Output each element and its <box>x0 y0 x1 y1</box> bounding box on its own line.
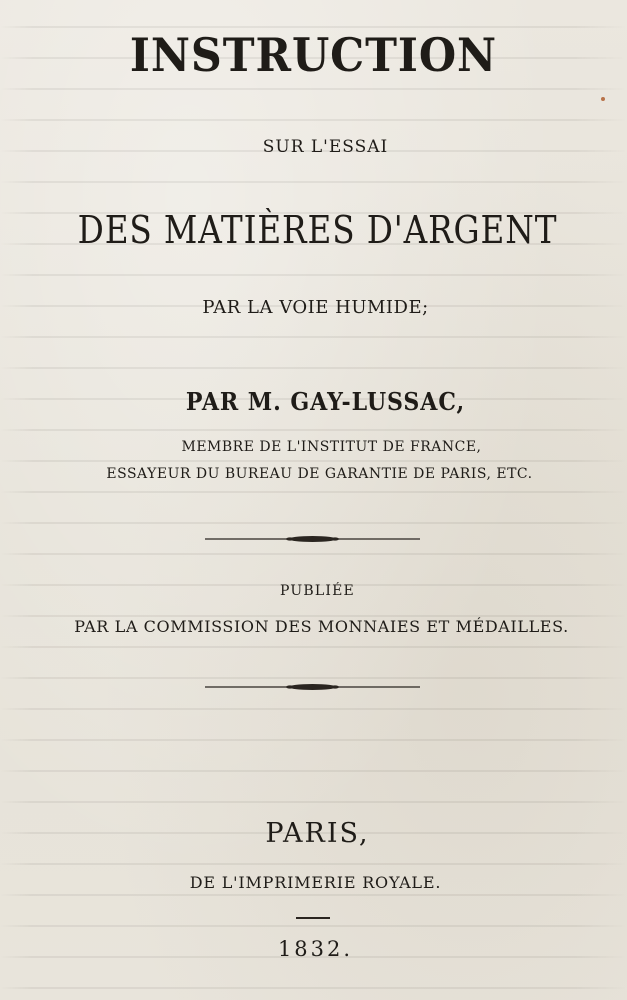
ornamental-rule-bottom <box>205 683 420 691</box>
book-title: INSTRUCTION <box>129 28 498 82</box>
published-label: PUBLIÉE <box>280 583 355 599</box>
publisher-body: PAR LA COMMISSION DES MONNAIES ET MÉDAILLES. <box>74 617 569 636</box>
author-line: PAR M. GAY-LUSSAC, <box>185 387 466 416</box>
author-affiliation-2: ESSAYEUR DU BUREAU DE GARANTIE DE PARIS, ETC. <box>106 466 533 482</box>
imprint-rule <box>296 917 330 919</box>
subtitle-small: SUR L'ESSAI <box>262 137 389 157</box>
imprint-year: 1832. <box>277 937 354 961</box>
subtitle-method: PAR LA VOIE HUMIDE; <box>202 297 429 318</box>
imprint-city: PARIS, <box>265 818 370 849</box>
ornamental-rule-top <box>205 535 420 543</box>
paper-stain <box>601 97 605 101</box>
author-affiliation-1: MEMBRE DE L'INSTITUT DE FRANCE, <box>181 439 482 455</box>
subtitle-main: DES MATIÈRES D'ARGENT <box>77 208 558 252</box>
imprint-printer: DE L'IMPRIMERIE ROYALE. <box>189 873 442 892</box>
